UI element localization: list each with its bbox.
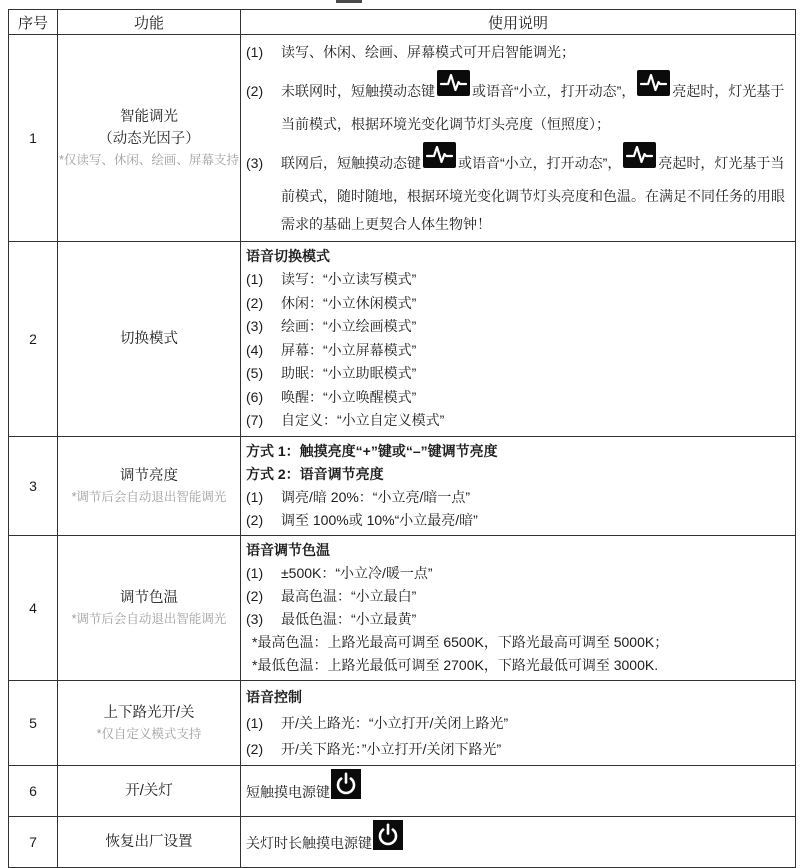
function-note: *调节后会自动退出智能调光 xyxy=(71,489,227,504)
table-row-adjust-color-temperature xyxy=(9,535,796,680)
row-number: 4 xyxy=(9,535,58,680)
usage-item: (3) 绘画：“小立绘画模式” xyxy=(246,318,417,334)
function-cell xyxy=(58,816,241,867)
usage-item: (2) 未联网时，短触摸动态键 或语音“小立，打开动态”， 亮起时，灯光基于当前模式，根据环境光变化调节灯头亮度（恒照度）； xyxy=(246,75,789,138)
pulse-waveform-icon xyxy=(437,70,470,105)
function-note: *仅读写、休闲、绘画、屏幕支持 xyxy=(59,153,239,167)
usage-item: (7) 自定义：“小立自定义模式” xyxy=(246,412,445,428)
table-header-row xyxy=(9,10,796,35)
row-number: 3 xyxy=(9,436,58,535)
usage-item: (2) 开/关下路光：”小立打开/关闭下路光” xyxy=(246,740,502,757)
function-cell xyxy=(58,35,241,242)
usage-footnote: *最低色温：上路光最低可调至 2700K，下路光最低可调至 3000K. xyxy=(252,656,659,673)
row-number: 2 xyxy=(9,242,58,437)
function-cell xyxy=(58,436,241,535)
usage-cell xyxy=(241,816,796,867)
table-row-smart-dimming xyxy=(9,35,796,242)
pulse-waveform-icon xyxy=(637,70,670,105)
function-title: 调节色温 xyxy=(120,589,178,606)
pulse-waveform-icon xyxy=(423,142,456,177)
row-number: 5 xyxy=(9,680,58,765)
function-cell xyxy=(58,535,241,680)
table-row-factory-reset xyxy=(9,816,796,867)
table-row-upper-lower-light-switch xyxy=(9,680,796,765)
usage-item: (1) 读写、休闲、绘画、屏幕模式可开启智能调光； xyxy=(246,44,575,60)
function-subtitle: （动态光因子） xyxy=(98,131,200,147)
usage-item: (2) 休闲：“小立休闲模式” xyxy=(246,294,417,311)
function-title: 恢复出厂设置 xyxy=(105,833,193,850)
row-number: 6 xyxy=(9,765,58,816)
header-function: 功能 xyxy=(58,10,241,35)
function-note: *仅自定义模式支持 xyxy=(96,726,202,741)
usage-item: (5) 助眠：“小立助眠模式” xyxy=(246,365,417,381)
usage-heading: 语音切换模式 xyxy=(246,248,330,264)
header-seq: 序号 xyxy=(9,10,58,35)
usage-cell xyxy=(241,436,796,535)
table-row-power-on-off xyxy=(9,765,796,816)
function-cell xyxy=(58,680,241,765)
usage-item: (6) 唤醒：“小立唤醒模式” xyxy=(246,388,417,405)
header-usage: 使用说明 xyxy=(241,10,796,35)
usage-text: 短触摸电源键 xyxy=(246,783,330,800)
function-title: 调节亮度 xyxy=(120,467,178,484)
usage-item: (1) 读写：“小立读写模式” xyxy=(246,271,417,287)
usage-cell xyxy=(241,35,796,242)
row-number: 7 xyxy=(9,816,58,867)
usage-text: 关灯时长触摸电源键 xyxy=(246,834,372,851)
usage-cell xyxy=(241,680,796,765)
function-title: 切换模式 xyxy=(120,330,178,347)
pulse-waveform-icon xyxy=(623,142,656,177)
usage-item: (4) 屏幕：“小立屏幕模式” xyxy=(246,341,417,358)
usage-heading: 方式 1：触摸亮度“+”键或“–”键调节亮度 xyxy=(246,442,498,459)
usage-item: (1) 调亮/暗 20%：“小立亮/暗一点” xyxy=(246,488,471,505)
function-cell xyxy=(58,765,241,816)
table-row-switch-mode xyxy=(9,242,796,437)
usage-heading: 方式 2：语音调节亮度 xyxy=(246,465,384,482)
function-note: *调节后会自动退出智能调光 xyxy=(71,611,227,626)
function-title: 上下路光开/关 xyxy=(103,704,195,721)
table-row-adjust-brightness xyxy=(9,436,796,535)
power-icon xyxy=(373,820,403,853)
usage-cell xyxy=(241,535,796,680)
usage-cell xyxy=(241,242,796,437)
usage-item: (1) 开/关上路光：“小立打开/关闭上路光” xyxy=(246,714,509,731)
row-number: 1 xyxy=(9,35,58,242)
function-title: 开/关灯 xyxy=(125,782,173,799)
usage-item: (3) 联网后，短触摸动态键 或语音“小立，打开动态”， 亮起时，灯光基于当前模式，随时随地，根据环境光变化调节灯头亮度和色温。在满足不同任务的用眼需求的基础上更契合人体生物钟！ xyxy=(246,147,789,238)
function-manual-table xyxy=(8,9,796,868)
usage-item: (2) 最高色温：“小立最白” xyxy=(246,587,417,604)
usage-heading: 语音控制 xyxy=(246,688,302,705)
power-icon xyxy=(331,769,361,802)
function-cell xyxy=(58,242,241,437)
usage-cell xyxy=(241,765,796,816)
function-title: 智能调光 xyxy=(120,109,178,125)
usage-footnote: *最高色温：上路光最高可调至 6500K，下路光最高可调至 5000K； xyxy=(252,633,669,650)
usage-item: (2) 调至 100%或 10%“小立最亮/暗” xyxy=(246,511,478,528)
usage-heading: 语音调节色温 xyxy=(246,541,330,558)
cropped-title-fragment xyxy=(336,0,362,3)
usage-item: (3) 最低色温：“小立最黄” xyxy=(246,610,417,627)
usage-item: (1) ±500K：“小立冷/暖一点” xyxy=(246,564,433,581)
